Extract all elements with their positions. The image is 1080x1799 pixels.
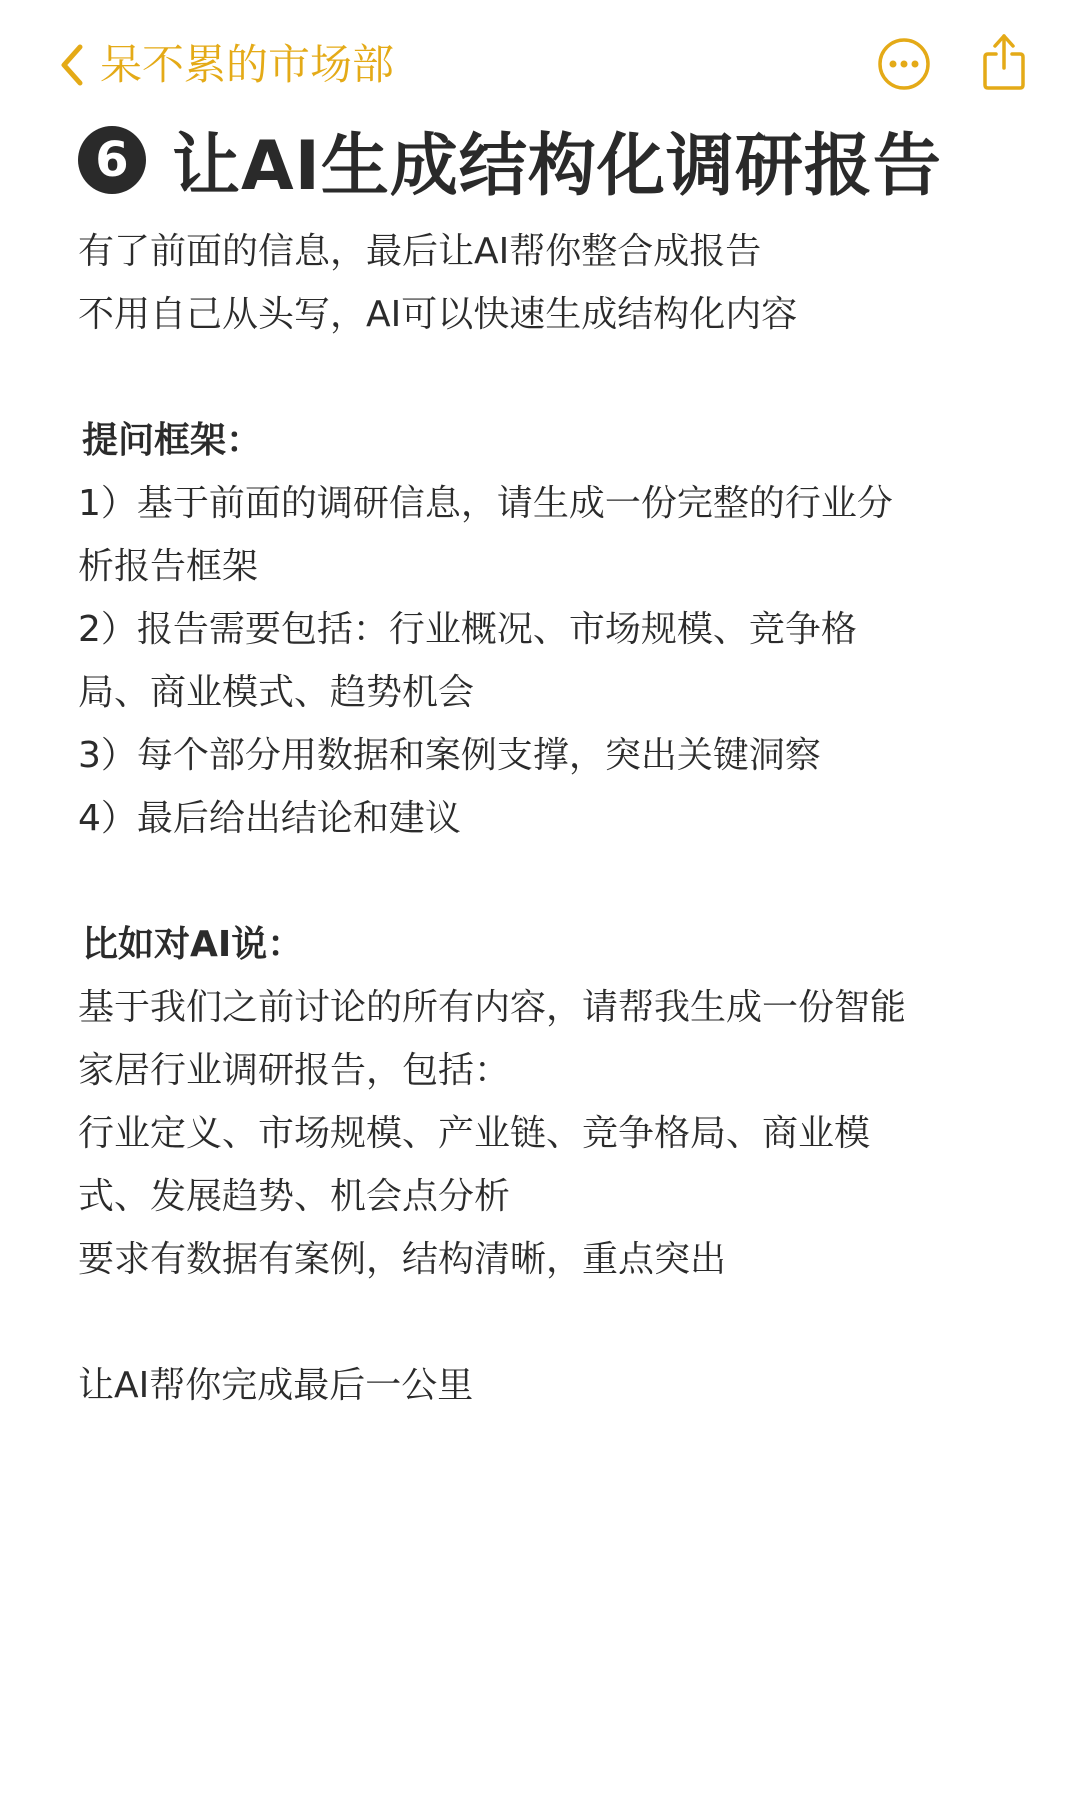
spacer [78,850,1038,913]
example-line: 式、发展趋势、机会点分析 [78,1176,511,1217]
share-icon [980,79,1028,98]
example-heading: 比如对AI说： [82,924,304,965]
intro-line: 有了前面的信息，最后让AI帮你整合成报告 [78,231,762,272]
back-button[interactable] [52,38,394,92]
navigation-bar [0,30,1080,100]
example-line: 基于我们之前讨论的所有内容，请帮我生成一份智能 [78,987,907,1028]
example-line: 要求有数据有案例，结构清晰，重点突出 [78,1239,727,1280]
spacer [78,346,1038,409]
ellipsis-circle-icon [876,77,932,96]
example-line: 家居行业调研报告，包括： [78,1050,511,1091]
framework-line: 析报告框架 [78,546,259,587]
number-badge: 6 [78,126,146,194]
chevron-left-icon [52,38,92,92]
share-button[interactable] [980,30,1028,94]
framework-line: 局、商业模式、趋势机会 [78,672,475,713]
intro-line: 不用自己从头写，AI可以快速生成结构化内容 [78,294,798,335]
framework-heading: 提问框架： [82,420,263,461]
spacer [78,1291,1038,1354]
note-body [78,220,1038,1417]
more-options-button[interactable] [876,36,932,92]
framework-line: 4）最后给出结论和建议 [78,798,461,839]
closing-line: 让AI帮你完成最后一公里 [78,1365,474,1406]
framework-line: 3）每个部分用数据和案例支撑，突出关键洞察 [78,735,821,776]
title-text: 让AI生成结构化调研报告 [172,126,942,206]
framework-line: 2）报告需要包括：行业概况、市场规模、竞争格 [78,609,857,650]
framework-line: 1）基于前面的调研信息，请生成一份完整的行业分 [78,483,893,524]
back-label: 呆不累的市场部 [100,40,395,89]
example-line: 行业定义、市场规模、产业链、竞争格局、商业模 [78,1113,871,1154]
page-title [78,120,942,206]
